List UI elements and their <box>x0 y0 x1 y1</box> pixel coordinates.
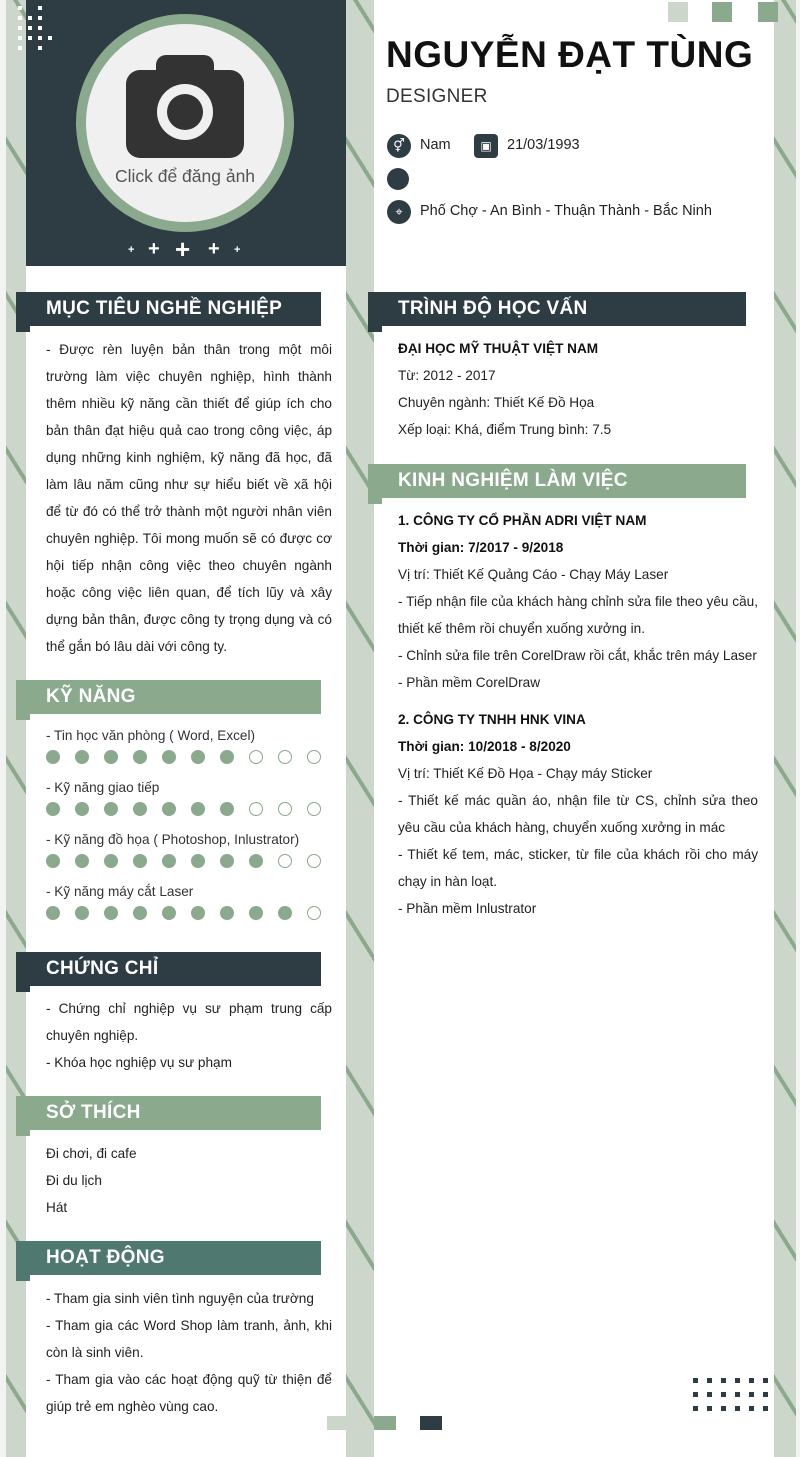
skill-dot-filled <box>46 906 60 920</box>
skill-dot-filled <box>75 750 89 764</box>
job-duty: - Thiết kế tem, mác, sticker, từ file của khách rồi cho máy chạy in hàn loạt. <box>398 847 758 889</box>
skill-dot-filled <box>133 854 147 868</box>
activity-item: - Tham gia các Word Shop làm tranh, ảnh, khi còn là sinh viên. <box>46 1318 332 1360</box>
decor-square <box>712 2 732 22</box>
job-duty: - Phần mềm Inlustrator <box>398 901 537 916</box>
skill-dot-filled <box>104 802 118 816</box>
skill-dot-filled <box>162 854 176 868</box>
school-name: ĐẠI HỌC MỸ THUẬT VIỆT NAM <box>398 341 599 356</box>
job-position: Vị trí: Thiết Kế Quảng Cáo - Chạy Máy Laser <box>398 567 669 582</box>
left-stripe-column <box>6 0 26 1457</box>
job-duty: - Tiếp nhận file của khách hàng chỉnh sửa file theo yêu cầu, thiết kế thêm rồi chuyển xuống xưởng in. <box>398 594 758 636</box>
skill-dot-empty <box>307 854 321 868</box>
skill-dot-filled <box>191 802 205 816</box>
skill-dot-filled <box>75 906 89 920</box>
job-company: 2. CÔNG TY TNHH HNK VINA <box>398 712 586 727</box>
skill-dot-empty <box>307 750 321 764</box>
decor-dot-grid <box>18 6 52 50</box>
certificates-list <box>46 995 332 1076</box>
skill-rating <box>46 854 321 868</box>
blank-icon <box>387 168 409 190</box>
calendar-icon: ▣ <box>474 134 498 158</box>
activity-item: - Tham gia vào các hoạt động quỹ từ thiện để giúp trẻ em nghèo vùng cao. <box>46 1372 332 1414</box>
skill-dot-empty <box>249 750 263 764</box>
activities-heading: HOẠT ĐỘNG <box>16 1241 321 1275</box>
education-major: Chuyên ngành: Thiết Kế Đồ Họa <box>398 395 595 410</box>
skill-dot-filled <box>191 906 205 920</box>
skill-dot-filled <box>46 854 60 868</box>
photo-upload-label[interactable]: Click để đăng ảnh <box>114 166 256 186</box>
right-stripe-column <box>774 0 796 1457</box>
hobbies-heading: SỞ THÍCH <box>16 1096 321 1130</box>
camera-lens-core <box>167 94 203 130</box>
decor-square <box>327 1416 347 1430</box>
skill-dot-filled <box>75 802 89 816</box>
job-time: Thời gian: 7/2017 - 9/2018 <box>398 540 564 555</box>
skill-dot-filled <box>249 906 263 920</box>
skill-dot-filled <box>162 906 176 920</box>
skill-dot-empty <box>278 750 292 764</box>
skill-name: - Kỹ năng giao tiếp <box>46 780 160 795</box>
skill-name: - Kỹ năng máy cắt Laser <box>46 884 194 899</box>
education-block <box>398 335 758 443</box>
job-position: Vị trí: Thiết Kế Đồ Họa - Chạy máy Sticker <box>398 766 653 781</box>
skill-dot-filled <box>249 854 263 868</box>
experience-heading: KINH NGHIỆM LÀM VIỆC <box>368 464 746 498</box>
decor-plus-icons: + + + + + <box>128 234 241 264</box>
decor-square <box>420 1416 442 1430</box>
hobby-item: Đi du lịch <box>46 1173 102 1188</box>
job-duty: - Phần mềm CorelDraw <box>398 675 541 690</box>
hobby-item: Đi chơi, đi cafe <box>46 1146 137 1161</box>
skill-dot-filled <box>104 750 118 764</box>
skill-dot-filled <box>191 750 205 764</box>
skill-dot-filled <box>46 750 60 764</box>
hobbies-list <box>46 1140 332 1221</box>
certificate-item: - Khóa học nghiệp vụ sư phạm <box>46 1055 232 1070</box>
decor-square <box>758 2 778 22</box>
address-value: Phố Chợ - An Bình - Thuận Thành - Bắc Ninh <box>420 203 712 219</box>
activities-list <box>46 1285 332 1420</box>
skill-dot-filled <box>220 906 234 920</box>
decor-dot-grid <box>693 1378 768 1411</box>
job-duty: - Chỉnh sửa file trên CorelDraw rồi cắt, khắc trên máy Laser <box>398 648 757 663</box>
birthday-value: 21/03/1993 <box>507 137 580 153</box>
job-company: 1. CÔNG TY CỔ PHẦN ADRI VIỆT NAM <box>398 513 647 528</box>
gender-value: Nam <box>420 137 451 153</box>
skill-dot-filled <box>278 906 292 920</box>
education-grade: Xếp loại: Khá, điểm Trung bình: 7.5 <box>398 422 612 437</box>
gender-icon: ⚥ <box>387 134 411 158</box>
skill-rating <box>46 750 321 764</box>
education-period: Từ: 2012 - 2017 <box>398 368 496 383</box>
person-name: NGUYỄN ĐẠT TÙNG <box>386 34 754 75</box>
skill-dot-filled <box>46 802 60 816</box>
skill-dot-filled <box>220 854 234 868</box>
decor-square <box>374 1416 396 1430</box>
experience-block <box>398 507 758 922</box>
person-role: DESIGNER <box>386 86 488 107</box>
skill-dot-filled <box>220 802 234 816</box>
skill-dot-filled <box>75 854 89 868</box>
skills-heading: KỸ NĂNG <box>16 680 321 714</box>
certificates-heading: CHỨNG CHỈ <box>16 952 321 986</box>
job-duty: - Thiết kế mác quần áo, nhận file từ CS, chỉnh sửa theo yêu cầu của khách hàng, chuyển xuống xưởng in mác <box>398 793 758 835</box>
skill-dot-filled <box>162 750 176 764</box>
skill-rating <box>46 802 321 816</box>
skill-dot-filled <box>104 854 118 868</box>
location-pin-icon: ⌖ <box>387 200 411 224</box>
certificate-item: - Chứng chỉ nghiệp vụ sư phạm trung cấp chuyên nghiệp. <box>46 1001 332 1043</box>
skill-dot-filled <box>133 906 147 920</box>
objective-text: - Được rèn luyện bản thân trong một môi trường làm việc chuyên nghiệp, hình thành thêm nhiều kỹ năng cần thiết để giúp ích cho bản thân đạt hiệu quả cao trong công việc, áp dụng những kinh nghiệm, kỹ năng đã học, đã làm lâu năm cũng như sự hiểu biết về xã hội để từ đó có thể trở thành một người nhân viên chuyên nghiệp. Tôi mong muốn sẽ có được cơ hội tiếp nhận công việc theo chuyên ngành hoặc công việc liên quan, để tích lũy và xây dựng bản thân, được công ty trọng dụng và có thể gắn bó lâu dài với công ty. <box>46 342 332 654</box>
job-time: Thời gian: 10/2018 - 8/2020 <box>398 739 571 754</box>
education-heading: TRÌNH ĐỘ HỌC VẤN <box>368 292 746 326</box>
skill-dot-empty <box>278 802 292 816</box>
skill-dot-filled <box>191 854 205 868</box>
objective-heading: MỤC TIÊU NGHỀ NGHIỆP <box>16 292 321 326</box>
skill-dot-filled <box>220 750 234 764</box>
skill-dot-filled <box>162 802 176 816</box>
skill-name: - Kỹ năng đồ họa ( Photoshop, Inlustrator) <box>46 832 300 847</box>
skill-dot-empty <box>307 906 321 920</box>
skill-rating <box>46 906 321 920</box>
skill-dot-filled <box>133 802 147 816</box>
middle-stripe-column <box>346 0 374 1457</box>
skill-dot-filled <box>133 750 147 764</box>
skill-dot-empty <box>249 802 263 816</box>
skill-dot-empty <box>278 854 292 868</box>
hobby-item: Hát <box>46 1200 68 1215</box>
decor-square <box>668 2 688 22</box>
activity-item: - Tham gia sinh viên tình nguyện của trường <box>46 1291 314 1306</box>
skill-dot-empty <box>307 802 321 816</box>
skill-dot-filled <box>104 906 118 920</box>
skill-name: - Tin học văn phòng ( Word, Excel) <box>46 728 256 743</box>
